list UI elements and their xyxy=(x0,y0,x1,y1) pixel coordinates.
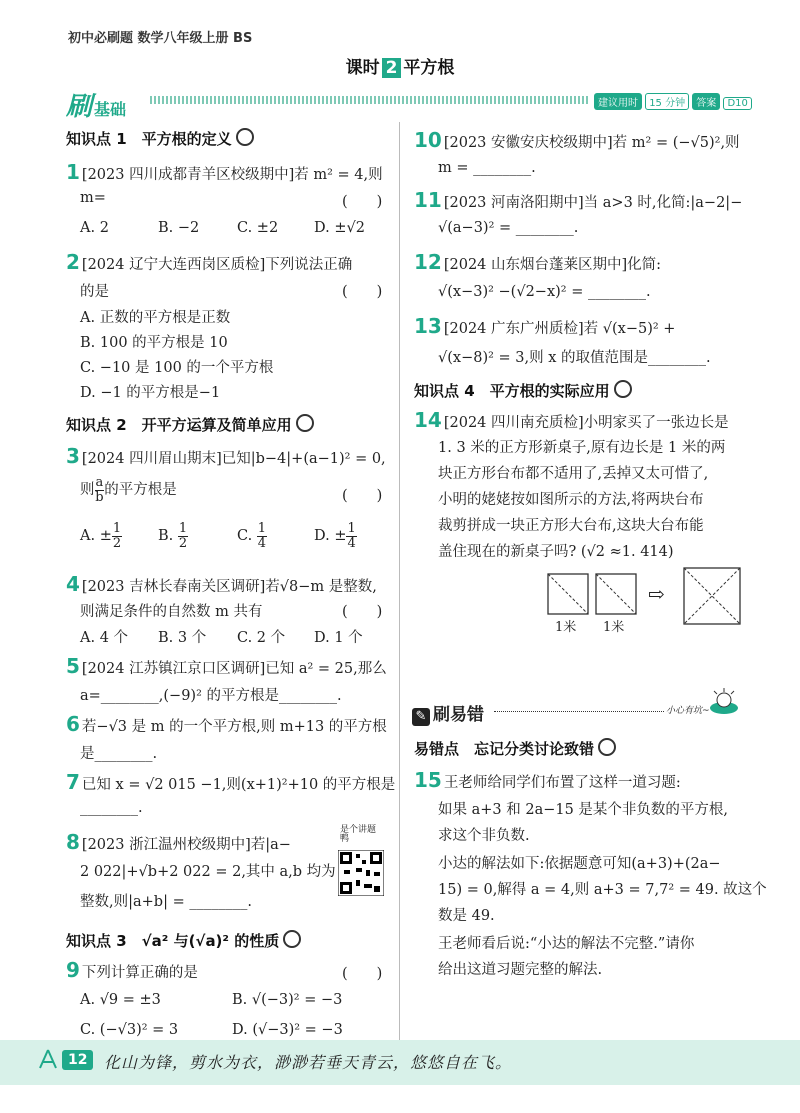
book-title: 初中必刷题 数学八年级上册 BS xyxy=(68,31,253,46)
time-label: 建议用时 xyxy=(594,93,642,110)
lesson-name: 平方根 xyxy=(403,58,455,78)
mistake-point: 易错点 忘记分类讨论致错 xyxy=(414,738,616,759)
lesson-title xyxy=(0,53,800,78)
option-c: C. $\frac{1}{4}$ xyxy=(237,521,267,551)
question-15: 15 王老师给同学们布置了这样一道习题: xyxy=(414,768,681,792)
option-a: A. 2 xyxy=(80,220,109,236)
knowledge-point-1: 知识点 1 平方根的定义 xyxy=(66,128,254,149)
compass-icon xyxy=(36,1048,60,1070)
column-divider xyxy=(399,122,400,1042)
mistake-section-header: ✎ 刷易错 xyxy=(412,700,484,726)
option-b: B. 100 的平方根是 10 xyxy=(80,335,228,351)
qr-label: 是个讲题鸭 xyxy=(340,825,377,844)
answer-label: 答案 xyxy=(692,93,720,110)
option-a: A. √9 = ±3 xyxy=(80,992,161,1008)
option-d: D. ± $\frac{1}{4}$ xyxy=(314,521,356,551)
option-d: D. 1 个 xyxy=(314,630,363,646)
question-1: 1 [2023 四川成都青羊区校级期中]若 m² = 4,则 xyxy=(66,160,383,184)
check-icon xyxy=(598,738,616,756)
fraction: $\frac{a}{b}$ xyxy=(95,475,104,505)
answer-paren: ( ) xyxy=(342,284,383,300)
option-b: B. −2 xyxy=(158,220,200,236)
option-c: C. (−√3)² = 3 xyxy=(80,1022,179,1038)
pencil-icon: ✎ xyxy=(412,708,430,726)
figure-label-1: 1米 xyxy=(555,620,577,635)
brand-big-char: 刷 xyxy=(66,92,93,122)
check-icon xyxy=(296,414,314,432)
knowledge-point-4: 知识点 4 平方根的实际应用 xyxy=(414,380,632,401)
time-info xyxy=(594,93,752,110)
option-c: C. 2 个 xyxy=(237,630,286,646)
answer-paren: ( ) xyxy=(342,966,383,982)
footer-motto: 化山为锋，剪水为衣，渺渺若垂天青云，悠悠自在飞。 xyxy=(104,1053,513,1072)
question-9: 9 下列计算正确的是 xyxy=(66,958,198,982)
lesson-number: 2 xyxy=(382,58,402,78)
check-icon xyxy=(614,380,632,398)
decor-stripe xyxy=(150,96,590,104)
section-brand xyxy=(66,86,127,122)
question-11: 11 [2023 河南洛阳期中]当 a>3 时,化简:|a−2|− xyxy=(414,188,743,212)
brand-label: 基础 xyxy=(94,100,127,119)
lesson-prefix: 课时 xyxy=(345,58,380,78)
question-10: 10 [2023 安徽安庆校级期中]若 m² = (−√5)²,则 xyxy=(414,128,740,152)
option-a: A. 4 个 xyxy=(80,630,129,646)
question-8: 8 [2023 浙江温州校级期中]若|a− xyxy=(66,830,291,854)
check-icon xyxy=(236,128,254,146)
option-d: D. (√−3)² = −3 xyxy=(232,1022,343,1038)
question-14: 14 [2024 四川南充质检]小明家买了一张边长是 xyxy=(414,408,729,432)
mistake-tag: 小心有坑~ xyxy=(666,706,710,716)
qr-code-icon[interactable] xyxy=(338,850,384,896)
question-6: 6 若−√3 是 m 的一个平方根,则 m+13 的平方根 xyxy=(66,712,387,736)
option-b: B. 3 个 xyxy=(158,630,207,646)
arrow-icon: ⇨ xyxy=(648,582,665,606)
answer-paren: ( ) xyxy=(342,604,383,620)
option-a: A. 正数的平方根是正数 xyxy=(80,310,231,326)
option-b: B. $\frac{1}{2}$ xyxy=(158,521,188,551)
question-12: 12 [2024 山东烟台蓬莱区期中]化简: xyxy=(414,250,662,274)
option-a: A. ± $\frac{1}{2}$ xyxy=(80,521,122,551)
question-13: 13 [2024 广东广州质检]若 √(x−5)² + xyxy=(414,314,676,338)
option-c: C. −10 是 100 的一个平方根 xyxy=(80,360,274,376)
answer-paren: ( ) xyxy=(342,488,383,504)
decor-dotted-line xyxy=(494,711,664,712)
cloth-square-1 xyxy=(548,574,588,614)
knowledge-point-3: 知识点 3 √a² 与(√a)² 的性质 xyxy=(66,930,301,951)
question-4: 4 [2023 吉林长春南关区调研]若√8−m 是整数, xyxy=(66,572,377,596)
option-d: D. −1 的平方根是−1 xyxy=(80,385,221,401)
option-d: D. ±√2 xyxy=(314,220,365,236)
question-3: 3 [2024 四川眉山期末]已知|b−4|+(a−1)² = 0, xyxy=(66,444,386,468)
option-c: C. ±2 xyxy=(237,220,279,236)
time-value: 15 分钟 xyxy=(645,93,689,110)
page-number: 12 xyxy=(62,1050,93,1070)
answer-ref: D10 xyxy=(723,97,751,110)
check-icon xyxy=(283,930,301,948)
cartoon-icon xyxy=(706,688,742,716)
knowledge-point-2: 知识点 2 开平方运算及简单应用 xyxy=(66,414,314,435)
question-7: 7 已知 x = √2 015 −1,则(x+1)²+10 的平方根是 xyxy=(66,770,396,794)
figure-label-2: 1米 xyxy=(603,620,625,635)
option-b: B. √(−3)² = −3 xyxy=(232,992,343,1008)
cloth-square-2 xyxy=(596,574,636,614)
question-2: 2 [2024 辽宁大连西岗区质检]下列说法正确 xyxy=(66,250,353,274)
question-5: 5 [2024 江苏镇江京口区调研]已知 a² = 25,那么 xyxy=(66,654,387,678)
answer-paren: ( ) xyxy=(342,194,383,210)
